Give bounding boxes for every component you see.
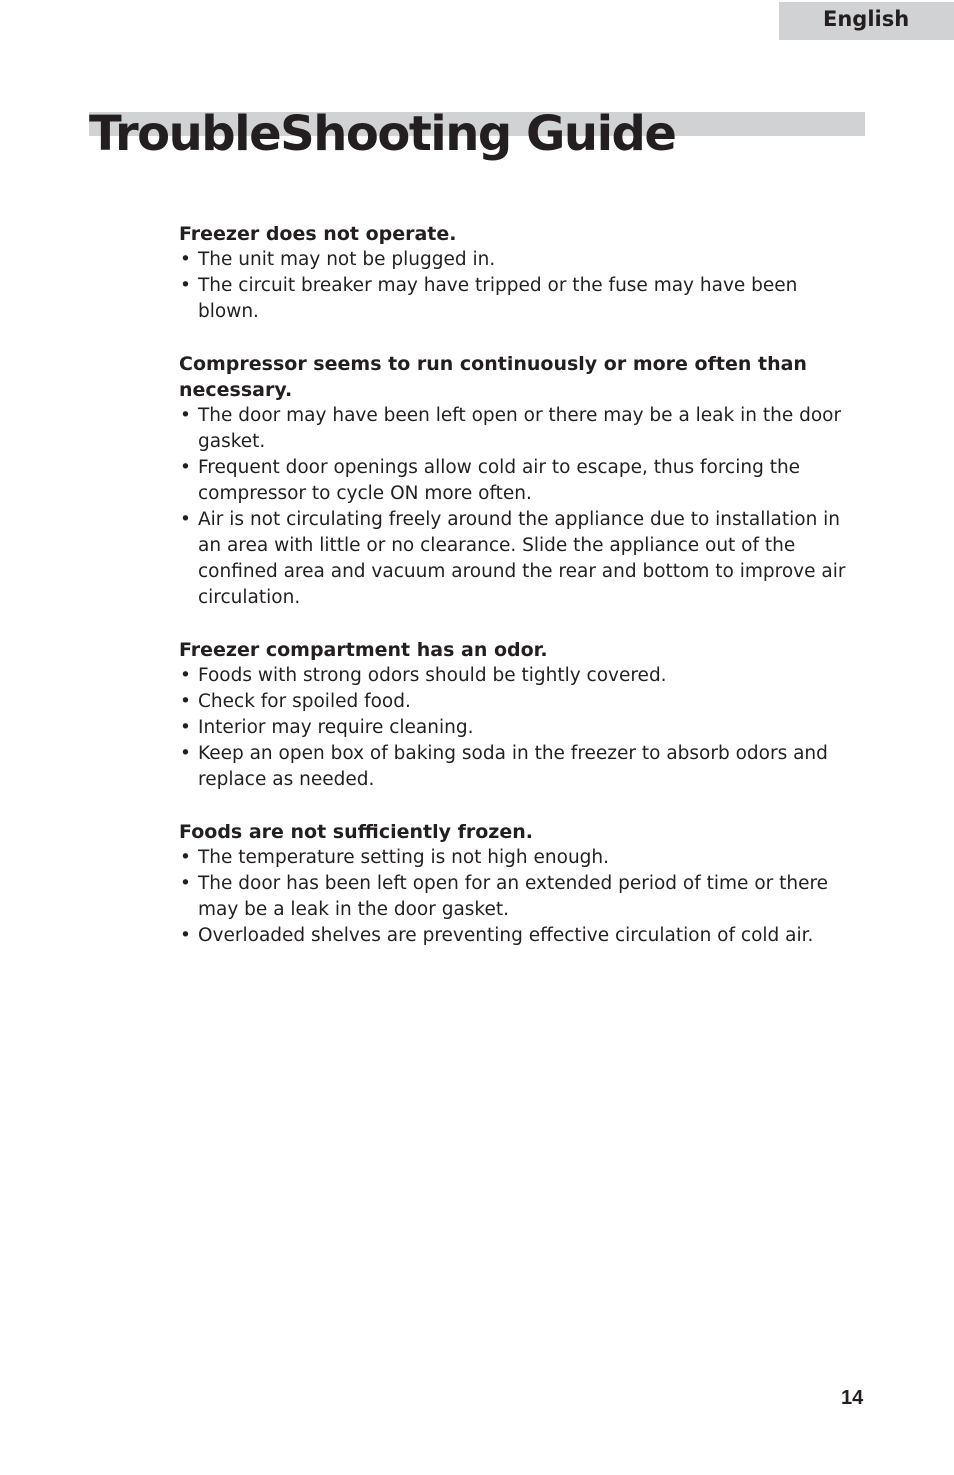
list-item bbox=[179, 715, 864, 741]
list-item bbox=[179, 845, 864, 871]
bullet-symbol: • bbox=[180, 873, 191, 894]
language-label: English bbox=[823, 7, 910, 31]
list-item bbox=[179, 507, 864, 611]
list-item-text: The temperature setting is not high enough. bbox=[198, 847, 610, 868]
list-item-text: The door has been left open for an extended period of time or there may be a leak in the door gasket. bbox=[198, 873, 829, 920]
list-item-text: Foods with strong odors should be tightly covered. bbox=[198, 665, 667, 686]
list-item-text: Frequent door openings allow cold air to escape, thus forcing the compressor to cycle ON more often. bbox=[198, 457, 801, 504]
list-item-text: Keep an open box of baking soda in the freezer to absorb odors and replace as needed. bbox=[198, 743, 828, 790]
list-item bbox=[179, 273, 864, 325]
list-item-text: Air is not circulating freely around the appliance due to installation in an area with little or no clearance. Slide the appliance out of the confined area and vacuum around the rear and bottom to improve air circulation. bbox=[198, 509, 846, 608]
list-item-text: Check for spoiled food. bbox=[198, 691, 411, 712]
bullet-list bbox=[179, 247, 864, 325]
troubleshooting-content bbox=[179, 221, 864, 975]
list-item bbox=[179, 741, 864, 793]
section-heading: Freezer compartment has an odor. bbox=[179, 639, 548, 661]
page-number: 14 bbox=[841, 1387, 864, 1409]
list-item bbox=[179, 689, 864, 715]
bullet-symbol: • bbox=[180, 405, 191, 426]
list-item bbox=[179, 455, 864, 507]
bullet-symbol: • bbox=[180, 847, 191, 868]
list-item-text: Overloaded shelves are preventing effective circulation of cold air. bbox=[198, 925, 814, 946]
list-item-text: Interior may require cleaning. bbox=[198, 717, 474, 738]
list-item bbox=[179, 871, 864, 923]
section-heading: Foods are not sufficiently frozen. bbox=[179, 821, 533, 843]
section-freezer-does-not-operate bbox=[179, 221, 864, 325]
bullet-symbol: • bbox=[180, 665, 191, 686]
list-item-text: The unit may not be plugged in. bbox=[198, 249, 496, 270]
bullet-symbol: • bbox=[180, 275, 191, 296]
bullet-list bbox=[179, 663, 864, 793]
section-foods-not-frozen bbox=[179, 819, 864, 949]
list-item bbox=[179, 247, 864, 273]
bullet-symbol: • bbox=[180, 249, 191, 270]
bullet-symbol: • bbox=[180, 743, 191, 764]
bullet-list bbox=[179, 403, 864, 611]
list-item-text: The door may have been left open or there may be a leak in the door gasket. bbox=[198, 405, 842, 452]
section-heading: Compressor seems to run continuously or more often than necessary. bbox=[179, 353, 807, 401]
bullet-list bbox=[179, 845, 864, 949]
bullet-symbol: • bbox=[180, 691, 191, 712]
section-freezer-odor bbox=[179, 637, 864, 793]
list-item bbox=[179, 923, 864, 949]
bullet-symbol: • bbox=[180, 925, 191, 946]
bullet-symbol: • bbox=[180, 509, 191, 530]
bullet-symbol: • bbox=[180, 717, 191, 738]
list-item bbox=[179, 663, 864, 689]
section-heading: Freezer does not operate. bbox=[179, 223, 457, 245]
section-compressor-runs-continuously bbox=[179, 351, 864, 611]
page-title: TroubleShooting Guide bbox=[89, 106, 676, 162]
list-item bbox=[179, 403, 864, 455]
list-item-text: The circuit breaker may have tripped or the fuse may have been blown. bbox=[198, 275, 798, 322]
bullet-symbol: • bbox=[180, 457, 191, 478]
